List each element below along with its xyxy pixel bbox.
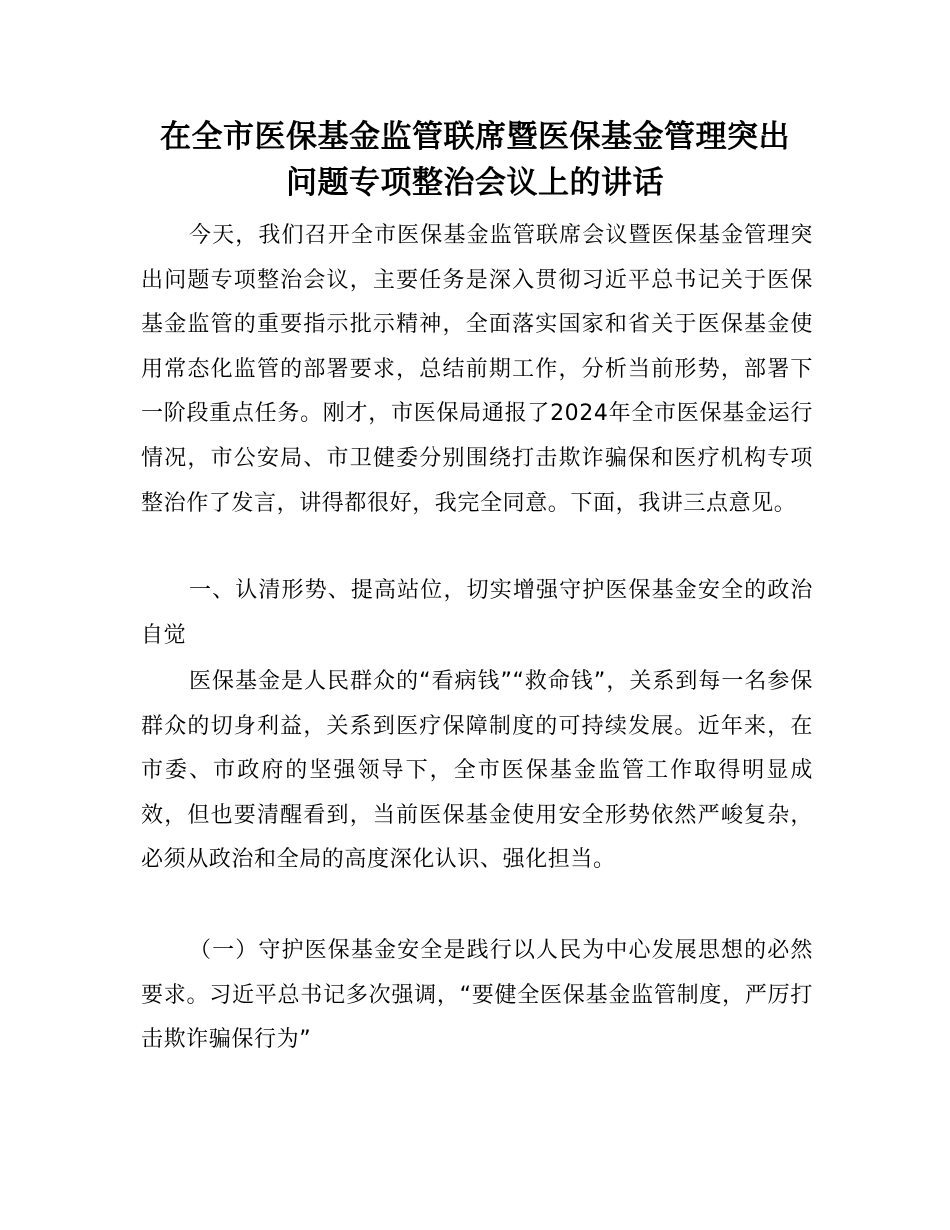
section-heading-one: 一、认清形势、提高站位，切实增强守护医保基金安全的政治自觉 — [141, 578, 813, 648]
document-title-line-1: 在全市医保基金监管联席暨医保基金管理突出 — [160, 119, 790, 155]
paragraph-opening: 今天，我们召开全市医保基金监管联席会议暨医保基金管理突出问题专项整治会议，主要任务是深入贯彻习近平总书记关于医保基金监管的重要指示批示精神，全面落实国家和省关于医保基金使用常态化监管的部署要求，总结前期工作，分析当前形势，部署下一阶段重点任务。刚才，市医保局通报了2024年全市医保基金运行情况，市公安局、市卫健委分别围绕打击欺诈骗保和医疗机构专项整治作了发言，讲得都很好，我完全同意。下面，我讲三点意见。 — [141, 223, 813, 516]
paragraph-section-one-body: 医保基金是人民群众的“看病钱”“救命钱”，关系到每一名参保群众的切身利益，关系到医疗保障制度的可持续发展。近年来，在市委、市政府的坚强领导下，全市医保基金监管工作取得明显成效，但也要清醒看到，当前医保基金使用安全形势依然严峻复杂，必须从政治和全局的高度深化认识、强化担当。 — [141, 669, 813, 873]
paragraph-subsection-one: （一）守护医保基金安全是践行以人民为中心发展思想的必然要求。习近平总书记多次强调，“要健全医保基金监管制度，严厉打击欺诈骗保行为” — [141, 938, 813, 1053]
document-title-line-2: 问题专项整治会议上的讲话 — [286, 165, 664, 201]
